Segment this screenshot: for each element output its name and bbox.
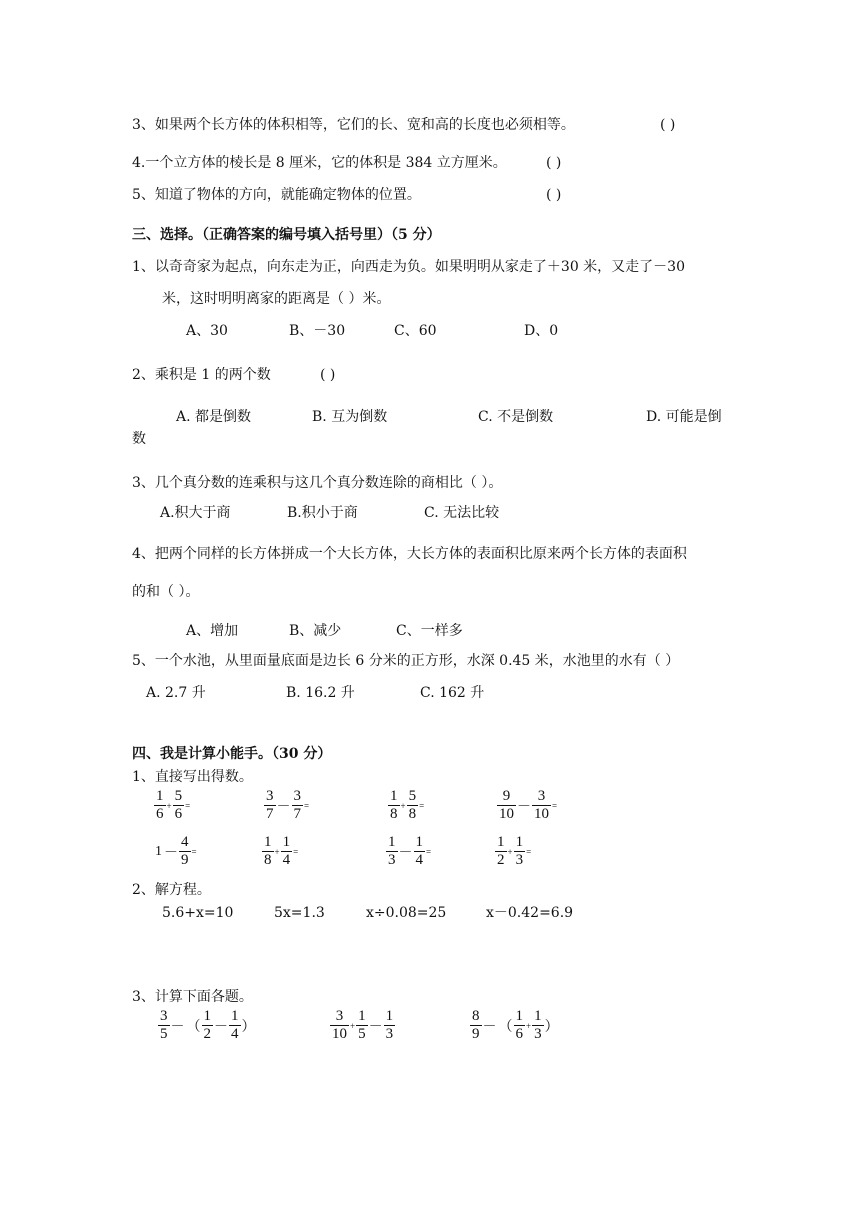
- choice-q4-line2: 的和（ ）。: [132, 584, 200, 600]
- option: B、减少: [289, 623, 342, 639]
- judgment-q5: 5、知道了物体的方向，就能确定物体的位置。: [132, 187, 421, 203]
- fraction-expression: $\frac{8}{9}$ － （ $\frac{1}{6}$ + $\frac{1}{3}$ ）: [472, 1008, 559, 1042]
- option: C、一样多: [396, 623, 463, 639]
- option: A.积大于商: [160, 505, 231, 521]
- fraction: $\frac{1}{3}$: [388, 834, 396, 868]
- option: C. 162 升: [420, 685, 485, 701]
- judgment-q4: 4.一个立方体的棱长是 8 厘米，它的体积是 384 立方厘米。: [132, 155, 507, 171]
- fraction: $\frac{1}{6}$: [515, 1008, 523, 1042]
- option: C. 不是倒数: [478, 409, 554, 425]
- answer-paren[interactable]: ( ): [546, 155, 562, 171]
- option: C、60: [394, 323, 437, 339]
- fraction-expression: $\frac{1}{8}$ + $\frac{1}{4}$ =: [264, 834, 299, 868]
- fraction: $\frac{1}{4}$: [231, 1008, 239, 1042]
- fraction: $\frac{1}{2}$: [203, 1008, 211, 1042]
- fraction: $\frac{1}{4}$: [282, 834, 291, 868]
- option: D、0: [524, 323, 559, 339]
- fraction: $\frac{1}{8}$: [264, 834, 272, 868]
- option: B. 互为倒数: [312, 409, 388, 425]
- option: A、30: [186, 323, 228, 339]
- fraction: $\frac{3}{5}$: [160, 1008, 168, 1042]
- choice-q2: 2、乘积是 1 的两个数: [132, 367, 271, 383]
- fraction-expression: $\frac{1}{2}$ + $\frac{1}{3}$ =: [497, 834, 532, 868]
- fraction-expression: $\frac{3}{10}$ + $\frac{1}{5}$ － $\frac{1}{3}$: [332, 1008, 394, 1042]
- option: C. 无法比较: [424, 505, 500, 521]
- fraction: $\frac{4}{9}$: [181, 834, 189, 868]
- calc-sub2: 2、解方程。: [132, 882, 211, 898]
- option: B. 16.2 升: [286, 685, 355, 701]
- answer-paren[interactable]: ( ): [320, 367, 336, 383]
- equation: 5x=1.3: [274, 905, 325, 921]
- fraction-expression: 1 － $\frac{4}{9}$ =: [155, 834, 197, 868]
- choice-q1-line2: 米，这时明明离家的距离是（ ）米。: [162, 291, 391, 307]
- option: A. 2.7 升: [146, 685, 206, 701]
- equation: x÷0.08=25: [366, 905, 447, 921]
- option: A. 都是倒数: [176, 409, 252, 425]
- choice-q5: 5、一个水池，从里面量底面是边长 6 分米的正方形，水深 0.45 米，水池里的水有（ ）: [132, 653, 680, 669]
- choice-q3: 3、几个真分数的连乘积与这几个真分数连除的商相比（ ）。: [132, 475, 503, 491]
- answer-paren[interactable]: ( ): [660, 117, 676, 133]
- fraction: $\frac{1}{2}$: [497, 834, 505, 868]
- fraction-expression: $\frac{1}{3}$ － $\frac{1}{4}$ =: [388, 834, 432, 868]
- fraction: $\frac{3}{7}$: [266, 788, 274, 822]
- option-wrap: 数: [132, 431, 146, 447]
- option: B.积小于商: [287, 505, 358, 521]
- fraction: $\frac{1}{3}$: [534, 1008, 542, 1042]
- fraction: $\frac{1}{6}$: [156, 788, 164, 822]
- equation: x－0.42=6.9: [486, 905, 574, 921]
- fraction-expression: $\frac{1}{8}$ + $\frac{5}{8}$ =: [390, 788, 425, 822]
- fraction-expression: $\frac{3}{7}$ － $\frac{3}{7}$ =: [266, 788, 310, 822]
- fraction: $\frac{1}{4}$: [415, 834, 423, 868]
- option: B、－30: [289, 323, 346, 339]
- fraction: $\frac{1}{3}$: [515, 834, 524, 868]
- fraction: $\frac{5}{8}$: [408, 788, 417, 822]
- fraction: $\frac{1}{8}$: [390, 788, 398, 822]
- fraction: $\frac{5}{6}$: [174, 788, 183, 822]
- fraction-expression: $\frac{9}{10}$ － $\frac{3}{10}$ =: [499, 788, 558, 822]
- calc-sub3: 3、计算下面各题。: [132, 989, 253, 1005]
- option: A、增加: [186, 623, 239, 639]
- fraction: $\frac{1}{5}$: [358, 1008, 366, 1042]
- answer-paren[interactable]: ( ): [546, 187, 562, 203]
- fraction: $\frac{1}{3}$: [385, 1008, 394, 1042]
- fraction: $\frac{3}{10}$: [332, 1008, 347, 1042]
- equation: 5.6+x=10: [162, 905, 234, 921]
- choice-q1-line1: 1、以奇奇家为起点，向东走为正，向西走为负。如果明明从家走了＋30 米，又走了－30: [132, 259, 685, 275]
- option: D. 可能是倒: [646, 409, 722, 425]
- fraction: $\frac{9}{10}$: [499, 788, 514, 822]
- section-heading-choice: 三、选择。（正确答案的编号填入括号里）（5 分）: [132, 227, 441, 243]
- fraction-expression: $\frac{1}{6}$ + $\frac{5}{6}$ =: [156, 788, 191, 822]
- fraction: $\frac{8}{9}$: [472, 1008, 480, 1042]
- calc-sub1: 1、直接写出得数。: [132, 769, 253, 785]
- section-heading-calc: 四、我是计算小能手。（30 分）: [132, 746, 332, 762]
- fraction: $\frac{3}{7}$: [293, 788, 301, 822]
- fraction: $\frac{3}{10}$: [534, 788, 549, 822]
- judgment-q3: 3、如果两个长方体的体积相等，它们的长、宽和高的长度也必须相等。: [132, 117, 575, 133]
- choice-q4-line1: 4、把两个同样的长方体拼成一个大长方体，大长方体的表面积比原来两个长方体的表面积: [132, 546, 687, 562]
- fraction-expression: $\frac{3}{5}$ － （ $\frac{1}{2}$ － $\frac{1}{4}$ ）: [160, 1008, 256, 1042]
